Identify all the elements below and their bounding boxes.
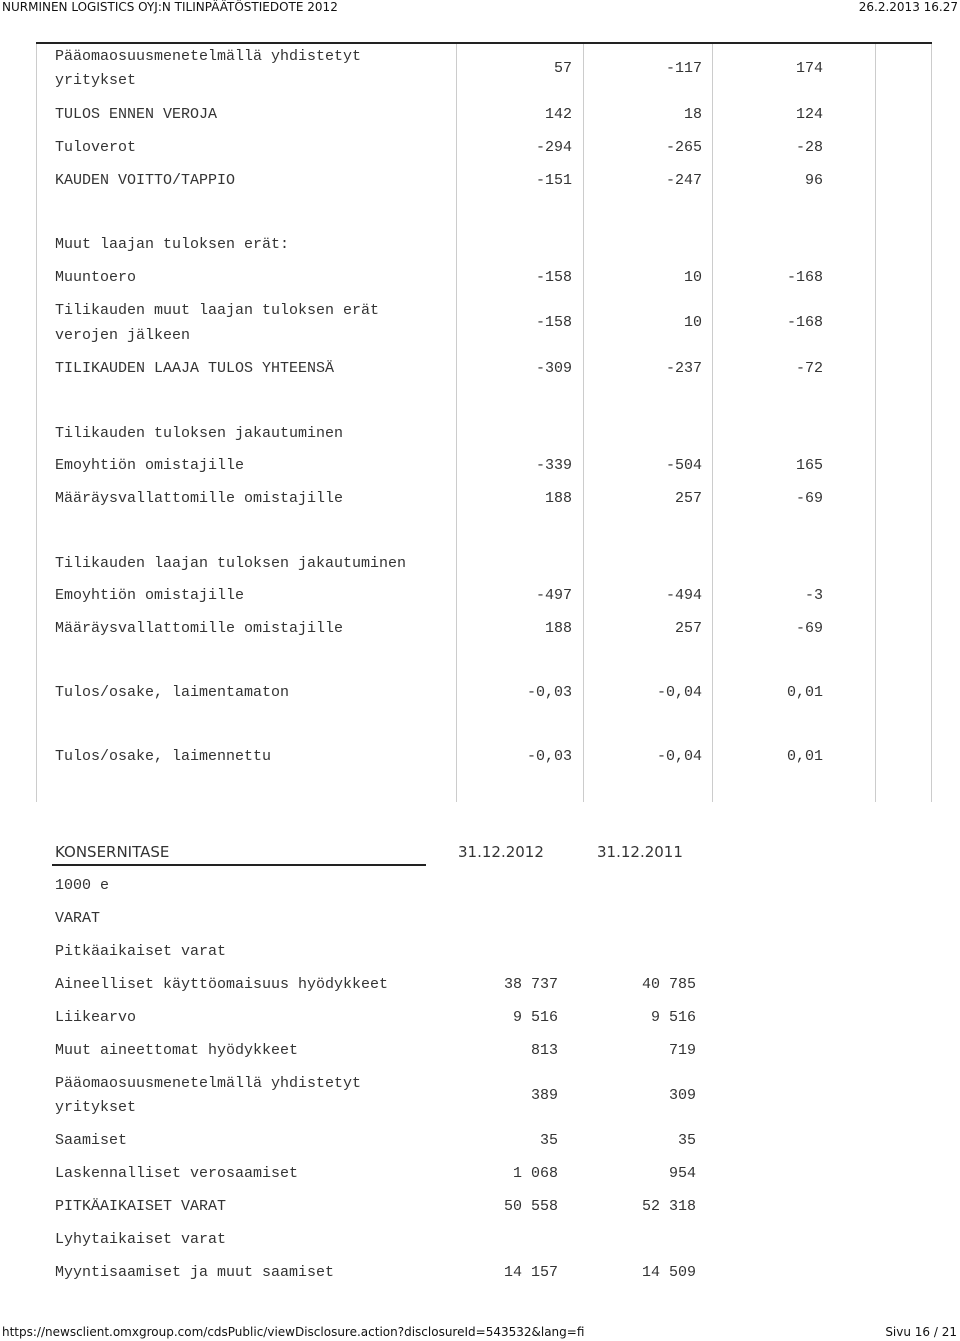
value: -504 [665,457,702,474]
value: 10 [683,314,702,331]
value-2012: 1 068 [512,1165,558,1182]
row-label: verojen jälkeen [55,327,191,344]
value-2012: 50 558 [503,1198,558,1215]
row-label: Määräysvallattomille omistajille [55,620,344,637]
value: 142 [544,106,572,123]
page-header [0,0,960,14]
value: 96 [804,172,823,189]
value: 257 [674,620,702,637]
value: -0,03 [526,684,572,701]
value-2012: 14 157 [503,1264,558,1281]
value: -294 [535,139,572,156]
value: -0,03 [526,748,572,765]
row-label: Pääomaosuusmenetelmällä yhdistetyt [55,48,362,65]
value-2012: 813 [530,1042,558,1059]
value: 10 [683,269,702,286]
row-label: Tulos/osake, laimentamaton [55,684,290,701]
value: 0,01 [786,748,823,765]
value: -158 [535,269,572,286]
row-label: yritykset [55,1099,137,1116]
section-heading: Pitkäaikaiset varat [55,943,227,960]
section-heading: Tilikauden laajan tuloksen jakautuminen [55,555,407,572]
value-2012: 389 [530,1087,558,1104]
column-divider [875,44,876,802]
value: -265 [665,139,702,156]
row-label: Aineelliset käyttöomaisuus hyödykkeet [55,976,389,993]
row-label: Määräysvallattomille omistajille [55,490,344,507]
value-2011: 40 785 [641,976,696,993]
balance-col-2012: 31.12.2012 [458,843,544,861]
row-label: Laskennalliset verosaamiset [55,1165,299,1182]
balance-sheet-title: KONSERNITASE [55,843,170,861]
row-label: Emoyhtiön omistajille [55,457,245,474]
value-2011: 719 [668,1042,696,1059]
value: -151 [535,172,572,189]
header-title: NURMINEN LOGISTICS OYJ:N TILINPÄÄTÖSTIEDOTE 2012 [2,0,338,14]
row-label: Emoyhtiön omistajille [55,587,245,604]
value: -339 [535,457,572,474]
value-2011: 9 516 [650,1009,696,1026]
value-2011: 14 509 [641,1264,696,1281]
value-2011-q: -117 [665,60,702,77]
row-label: Muut aineettomat hyödykkeet [55,1042,299,1059]
value: -69 [795,620,823,637]
row-label: Tuloverot [55,139,137,156]
section-heading: Tilikauden tuloksen jakautuminen [55,425,344,442]
value: -72 [795,360,823,377]
title-underline [52,864,426,866]
value: 188 [544,620,572,637]
section-heading: VARAT [55,910,101,927]
row-label: Tulos/osake, laimennettu [55,748,272,765]
value: 188 [544,490,572,507]
table-top-rule [36,42,932,44]
row-label: TULOS ENNEN VEROJA [55,106,218,123]
value: -0,04 [656,748,702,765]
value: -497 [535,587,572,604]
value: 0,01 [786,684,823,701]
unit-label: 1000 e [55,877,110,894]
value-2011: 35 [677,1132,696,1149]
page-footer [0,1324,960,1340]
value-2012: 35 [539,1132,558,1149]
value: -69 [795,490,823,507]
section-heading: Lyhytaikaiset varat [55,1231,227,1248]
value: 257 [674,490,702,507]
value-2011: 309 [668,1087,696,1104]
header-datetime: 26.2.2013 16.27 [858,0,958,14]
row-label: TILIKAUDEN LAAJA TULOS YHTEENSÄ [55,360,335,377]
page-number: Sivu 16 / 21 [885,1325,957,1339]
row-label: Muuntoero [55,269,137,286]
value-2011: 52 318 [641,1198,696,1215]
row-label: Pääomaosuusmenetelmällä yhdistetyt [55,1075,362,1092]
section-heading: Muut laajan tuloksen erät: [55,236,290,253]
value-2012: 9 516 [512,1009,558,1026]
value-2012: 38 737 [503,976,558,993]
value: -168 [786,269,823,286]
value: -168 [786,314,823,331]
value: -158 [535,314,572,331]
row-label: Liikearvo [55,1009,137,1026]
balance-col-2011: 31.12.2011 [597,843,683,861]
value: -28 [795,139,823,156]
value: -494 [665,587,702,604]
row-label: Saamiset [55,1132,128,1149]
value: -0,04 [656,684,702,701]
row-label: Tilikauden muut laajan tuloksen erät [55,302,380,319]
value: -3 [804,587,823,604]
row-label: KAUDEN VOITTO/TAPPIO [55,172,236,189]
value: -237 [665,360,702,377]
value-2011: 954 [668,1165,696,1182]
table-right-border [931,44,932,802]
value: 165 [795,457,823,474]
row-label: Myyntisaamiset ja muut saamiset [55,1264,335,1281]
value: -309 [535,360,572,377]
value-2012: 174 [795,60,823,77]
row-label: PITKÄAIKAISET VARAT [55,1198,227,1215]
table-left-border [36,44,37,802]
row-label: yritykset [55,72,137,89]
value: 124 [795,106,823,123]
value-2012-q: 57 [553,60,572,77]
value: -247 [665,172,702,189]
value: 18 [683,106,702,123]
footer-url[interactable]: https://newsclient.omxgroup.com/cdsPublic/viewDisclosure.action?disclosureId=543532&lang=fi [2,1325,585,1339]
